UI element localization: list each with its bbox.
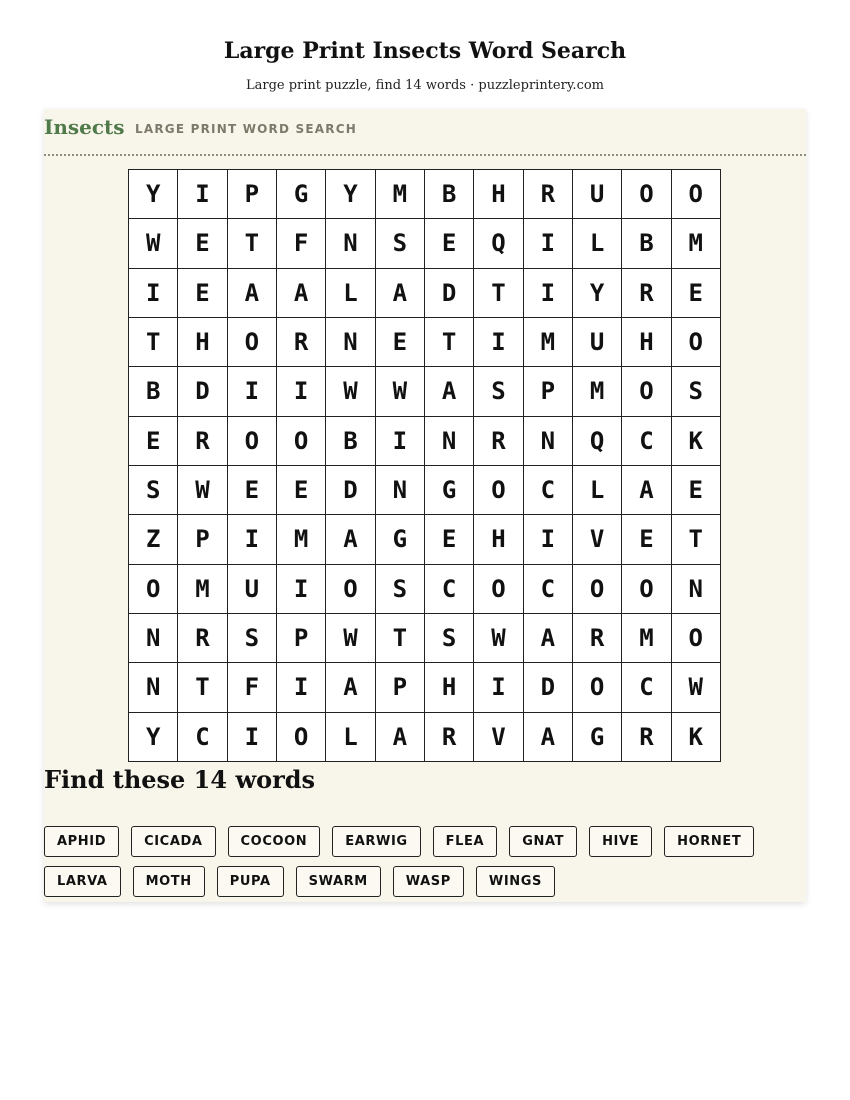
grid-cell[interactable]: W: [474, 614, 523, 663]
grid-cell[interactable]: B: [622, 219, 671, 268]
grid-cell[interactable]: O: [277, 417, 326, 466]
grid-cell[interactable]: E: [622, 515, 671, 564]
grid-cell[interactable]: P: [277, 614, 326, 663]
grid-cell[interactable]: O: [277, 713, 326, 762]
grid-cell[interactable]: T: [129, 318, 178, 367]
grid-cell[interactable]: O: [622, 170, 671, 219]
grid-cell[interactable]: Q: [573, 417, 622, 466]
grid-cell[interactable]: I: [129, 269, 178, 318]
grid-cell[interactable]: A: [524, 614, 573, 663]
grid-cell[interactable]: I: [228, 367, 277, 416]
grid-cell[interactable]: O: [228, 417, 277, 466]
grid-cell[interactable]: W: [178, 466, 227, 515]
grid-cell[interactable]: N: [672, 565, 721, 614]
grid-cell[interactable]: P: [524, 367, 573, 416]
grid-cell[interactable]: N: [326, 318, 375, 367]
word-chip: HORNET: [664, 826, 754, 857]
grid-cell[interactable]: A: [425, 367, 474, 416]
grid-cell[interactable]: R: [474, 417, 523, 466]
word-chip: WINGS: [476, 866, 555, 897]
puzzle-type-label: LARGE PRINT WORD SEARCH: [135, 122, 357, 136]
grid-cell[interactable]: I: [277, 367, 326, 416]
grid-cell[interactable]: A: [228, 269, 277, 318]
grid-cell[interactable]: O: [622, 367, 671, 416]
grid-cell[interactable]: R: [178, 614, 227, 663]
word-chip: LARVA: [44, 866, 121, 897]
grid-cell[interactable]: D: [425, 269, 474, 318]
grid-cell[interactable]: Q: [474, 219, 523, 268]
grid-cell[interactable]: I: [524, 269, 573, 318]
grid-cell[interactable]: N: [376, 466, 425, 515]
grid-cell[interactable]: T: [425, 318, 474, 367]
grid-cell[interactable]: L: [326, 713, 375, 762]
grid-cell[interactable]: I: [277, 663, 326, 712]
grid-cell[interactable]: Y: [129, 170, 178, 219]
grid-cell[interactable]: A: [376, 713, 425, 762]
grid-cell[interactable]: M: [622, 614, 671, 663]
word-chip: WASP: [393, 866, 464, 897]
grid-cell[interactable]: W: [326, 614, 375, 663]
grid-cell[interactable]: G: [376, 515, 425, 564]
puzzle-card: [44, 109, 806, 902]
word-chip: APHID: [44, 826, 119, 857]
grid-cell[interactable]: C: [178, 713, 227, 762]
grid-cell[interactable]: O: [573, 565, 622, 614]
grid-cell[interactable]: O: [573, 663, 622, 712]
grid-cell[interactable]: W: [672, 663, 721, 712]
grid-cell[interactable]: M: [277, 515, 326, 564]
grid-cell[interactable]: L: [573, 466, 622, 515]
grid-cell[interactable]: Z: [129, 515, 178, 564]
word-chip: PUPA: [217, 866, 284, 897]
grid-cell[interactable]: S: [474, 367, 523, 416]
grid-cell[interactable]: S: [376, 565, 425, 614]
grid-cell[interactable]: C: [622, 663, 671, 712]
grid-cell[interactable]: D: [178, 367, 227, 416]
grid-cell[interactable]: W: [376, 367, 425, 416]
grid-cell[interactable]: E: [178, 269, 227, 318]
grid-cell[interactable]: U: [228, 565, 277, 614]
grid-cell[interactable]: V: [474, 713, 523, 762]
grid-cell[interactable]: T: [474, 269, 523, 318]
grid-cell[interactable]: O: [672, 318, 721, 367]
grid-cell[interactable]: I: [228, 713, 277, 762]
grid-cell[interactable]: I: [178, 170, 227, 219]
grid-cell[interactable]: O: [228, 318, 277, 367]
grid-cell[interactable]: B: [326, 417, 375, 466]
page-title: Large Print Insects Word Search: [223, 38, 627, 64]
grid-cell[interactable]: Y: [573, 269, 622, 318]
grid-cell[interactable]: S: [425, 614, 474, 663]
word-chip: SWARM: [296, 866, 381, 897]
grid-cell[interactable]: W: [326, 367, 375, 416]
grid-cell[interactable]: T: [178, 663, 227, 712]
word-chip: MOTH: [133, 866, 205, 897]
grid-cell[interactable]: E: [277, 466, 326, 515]
grid-cell[interactable]: C: [622, 417, 671, 466]
grid-cell[interactable]: B: [425, 170, 474, 219]
grid-cell[interactable]: U: [573, 318, 622, 367]
grid-cell[interactable]: D: [326, 466, 375, 515]
grid-cell[interactable]: N: [524, 417, 573, 466]
grid-cell[interactable]: N: [129, 614, 178, 663]
grid-cell[interactable]: A: [277, 269, 326, 318]
grid-cell[interactable]: E: [129, 417, 178, 466]
word-chip: CICADA: [131, 826, 215, 857]
grid-cell[interactable]: N: [129, 663, 178, 712]
grid-cell[interactable]: M: [524, 318, 573, 367]
grid-cell[interactable]: T: [376, 614, 425, 663]
grid-cell[interactable]: G: [573, 713, 622, 762]
grid-cell[interactable]: B: [129, 367, 178, 416]
grid-cell[interactable]: N: [425, 417, 474, 466]
grid-cell[interactable]: W: [129, 219, 178, 268]
grid-cell[interactable]: F: [228, 663, 277, 712]
grid-cell[interactable]: F: [277, 219, 326, 268]
grid-cell[interactable]: M: [573, 367, 622, 416]
grid-cell[interactable]: O: [326, 565, 375, 614]
grid-cell[interactable]: C: [524, 565, 573, 614]
grid-cell[interactable]: E: [425, 219, 474, 268]
word-chip: FLEA: [433, 826, 498, 857]
grid-cell[interactable]: D: [524, 663, 573, 712]
grid-cell[interactable]: R: [277, 318, 326, 367]
grid-cell[interactable]: S: [672, 367, 721, 416]
page-subtitle: Large print puzzle, find 14 words · puzzleprintery.com: [245, 78, 605, 93]
grid-cell[interactable]: R: [622, 269, 671, 318]
grid-cell[interactable]: O: [474, 565, 523, 614]
grid-cell[interactable]: M: [178, 565, 227, 614]
grid-cell[interactable]: R: [524, 170, 573, 219]
grid-cell[interactable]: E: [228, 466, 277, 515]
word-chip: GNAT: [509, 826, 577, 857]
grid-cell[interactable]: K: [672, 417, 721, 466]
grid-cell[interactable]: S: [129, 466, 178, 515]
grid-cell[interactable]: Y: [326, 170, 375, 219]
word-chip: EARWIG: [332, 826, 420, 857]
grid-cell[interactable]: V: [573, 515, 622, 564]
grid-cell[interactable]: K: [672, 713, 721, 762]
puzzle-theme-title: Insects: [44, 115, 125, 139]
letter-grid: [128, 169, 721, 762]
word-list: [44, 826, 784, 897]
grid-cell[interactable]: A: [326, 663, 375, 712]
grid-cell[interactable]: I: [277, 565, 326, 614]
grid-cell[interactable]: R: [622, 713, 671, 762]
grid-cell[interactable]: P: [228, 170, 277, 219]
grid-cell[interactable]: P: [178, 515, 227, 564]
grid-cell[interactable]: R: [573, 614, 622, 663]
card-header: [44, 109, 806, 156]
grid-cell[interactable]: S: [376, 219, 425, 268]
grid-cell[interactable]: O: [129, 565, 178, 614]
grid-cell[interactable]: A: [622, 466, 671, 515]
grid-cell[interactable]: C: [524, 466, 573, 515]
grid-cell[interactable]: I: [474, 663, 523, 712]
grid-cell[interactable]: I: [228, 515, 277, 564]
grid-cell[interactable]: H: [622, 318, 671, 367]
grid-cell[interactable]: H: [425, 663, 474, 712]
word-chip: HIVE: [589, 826, 652, 857]
word-chip: COCOON: [228, 826, 321, 857]
grid-cell[interactable]: P: [376, 663, 425, 712]
word-list-heading: Find these 14 words: [44, 765, 316, 794]
grid-cell[interactable]: E: [376, 318, 425, 367]
grid-cell[interactable]: T: [672, 515, 721, 564]
grid-cell[interactable]: C: [425, 565, 474, 614]
grid-cell[interactable]: I: [524, 219, 573, 268]
grid-cell[interactable]: R: [425, 713, 474, 762]
grid-cell[interactable]: G: [425, 466, 474, 515]
grid-cell[interactable]: M: [672, 219, 721, 268]
grid-cell[interactable]: I: [474, 318, 523, 367]
grid-cell[interactable]: E: [178, 219, 227, 268]
grid-cell[interactable]: O: [474, 466, 523, 515]
grid-cell[interactable]: O: [622, 565, 671, 614]
grid-cell[interactable]: N: [326, 219, 375, 268]
grid-cell[interactable]: O: [672, 170, 721, 219]
grid-cell[interactable]: G: [277, 170, 326, 219]
grid-cell[interactable]: A: [524, 713, 573, 762]
grid-cell[interactable]: E: [672, 466, 721, 515]
grid-cell[interactable]: M: [376, 170, 425, 219]
grid-cell[interactable]: I: [524, 515, 573, 564]
grid-cell[interactable]: R: [178, 417, 227, 466]
grid-cell[interactable]: A: [376, 269, 425, 318]
grid-cell[interactable]: H: [474, 170, 523, 219]
grid-cell[interactable]: S: [228, 614, 277, 663]
grid-cell[interactable]: T: [228, 219, 277, 268]
grid-cell[interactable]: O: [672, 614, 721, 663]
grid-cell[interactable]: U: [573, 170, 622, 219]
grid-cell[interactable]: E: [672, 269, 721, 318]
grid-cell[interactable]: H: [178, 318, 227, 367]
grid-cell[interactable]: H: [474, 515, 523, 564]
grid-cell[interactable]: Y: [129, 713, 178, 762]
grid-cell[interactable]: A: [326, 515, 375, 564]
grid-cell[interactable]: I: [376, 417, 425, 466]
grid-cell[interactable]: L: [326, 269, 375, 318]
grid-cell[interactable]: L: [573, 219, 622, 268]
grid-cell[interactable]: E: [425, 515, 474, 564]
